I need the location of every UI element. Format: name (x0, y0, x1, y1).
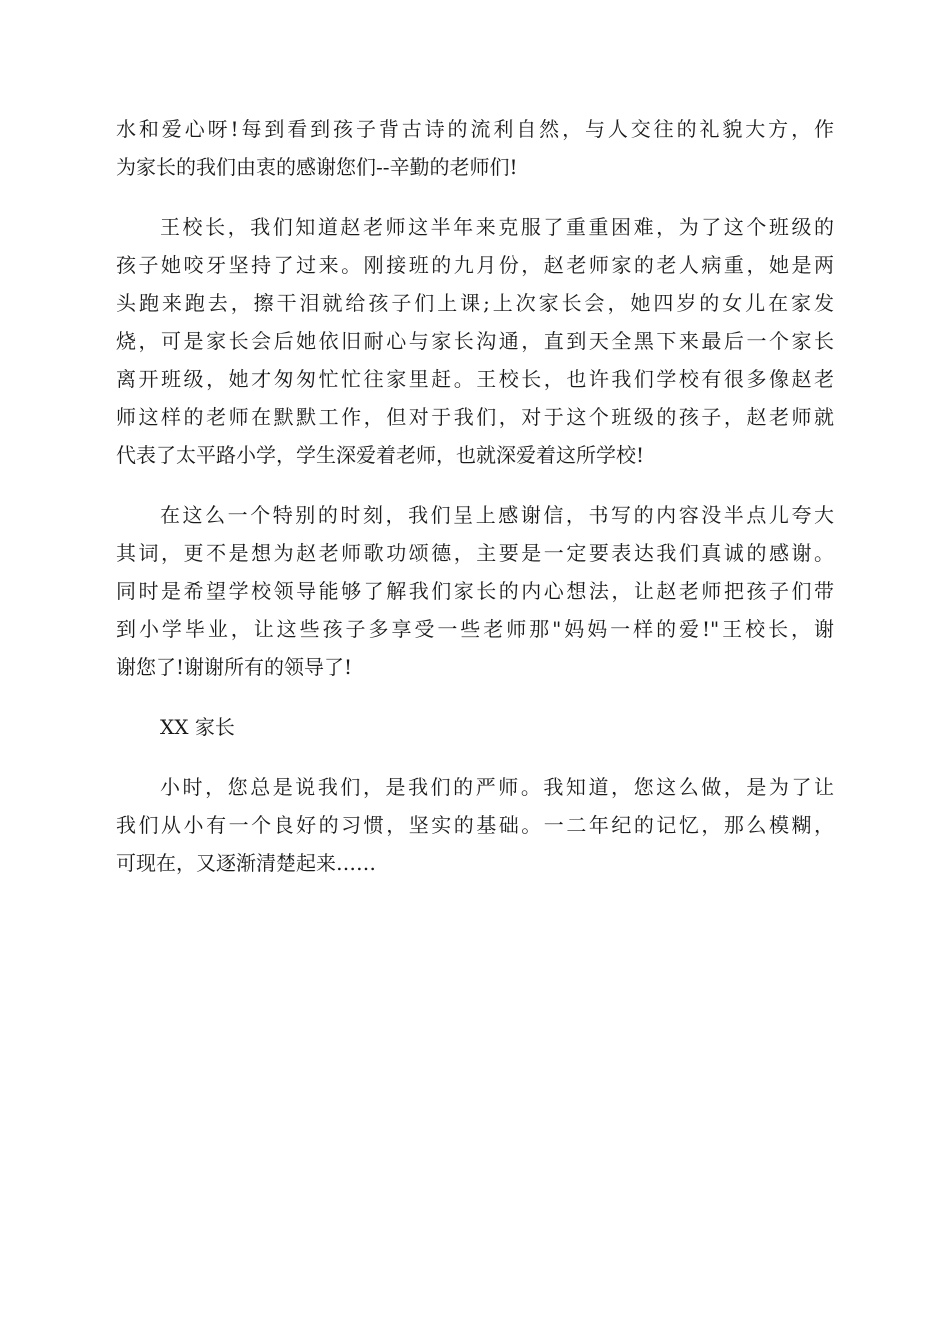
paragraph-line: 在这么一个特别的时刻，我们呈上感谢信，书写的内容没半点儿夸大 (160, 503, 834, 527)
paragraph-line: 烧，可是家长会后她依旧耐心与家长沟通，直到天全黑下来最后一个家长 (116, 329, 834, 353)
paragraph-line: 可现在，又逐渐清楚起来…… (116, 851, 376, 875)
paragraph-3 (116, 496, 834, 686)
signature-block (116, 708, 834, 746)
paragraph-line: 小时，您总是说我们，是我们的严师。我知道，您这么做，是为了让 (160, 775, 834, 799)
paragraph-line: 到小学毕业，让这些孩子多享受一些老师那"妈妈一样的爱!"王校长，谢 (116, 617, 834, 641)
paragraph-1 (116, 110, 834, 186)
paragraph-line: 我们从小有一个良好的习惯，坚实的基础。一二年纪的记忆，那么模糊， (116, 813, 834, 837)
paragraph-line: 头跑来跑去，擦干泪就给孩子们上课;上次家长会，她四岁的女儿在家发 (116, 291, 834, 315)
paragraph-line: 离开班级，她才匆匆忙忙往家里赶。王校长，也许我们学校有很多像赵老 (116, 367, 834, 391)
paragraph-line: 师这样的老师在默默工作，但对于我们，对于这个班级的孩子，赵老师就 (116, 405, 834, 429)
paragraph-line: 孩子她咬牙坚持了过来。刚接班的九月份，赵老师家的老人病重，她是两 (116, 253, 834, 277)
paragraph-2 (116, 208, 834, 474)
paragraph-line: 同时是希望学校领导能够了解我们家长的内心想法，让赵老师把孩子们带 (116, 579, 834, 603)
signature: XX 家长 (160, 715, 235, 739)
paragraph-line: 水和爱心呀!每到看到孩子背古诗的流利自然，与人交往的礼貌大方，作 (116, 117, 834, 141)
document-page (116, 110, 834, 904)
paragraph-line: 代表了太平路小学，学生深爱着老师，也就深爱着这所学校! (116, 443, 645, 467)
paragraph-line: 谢您了!谢谢所有的领导了! (116, 655, 353, 679)
paragraph-line: 为家长的我们由衷的感谢您们--辛勤的老师们! (116, 155, 518, 179)
paragraph-line: 其词，更不是想为赵老师歌功颂德，主要是一定要表达我们真诚的感谢。 (116, 541, 834, 565)
closing-paragraph (116, 768, 834, 882)
paragraph-line: 王校长，我们知道赵老师这半年来克服了重重困难，为了这个班级的 (160, 215, 834, 239)
